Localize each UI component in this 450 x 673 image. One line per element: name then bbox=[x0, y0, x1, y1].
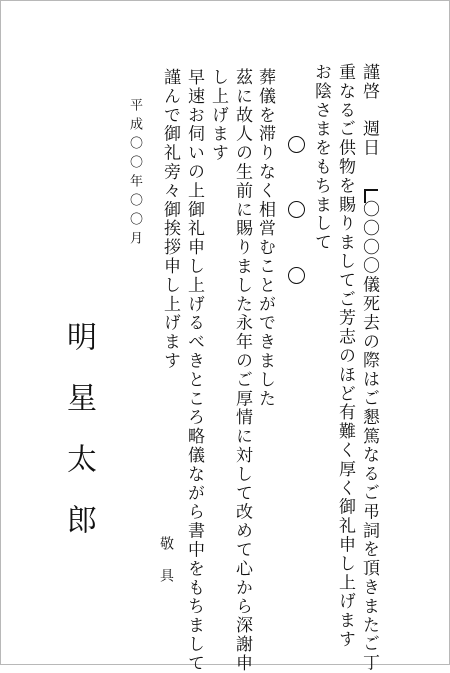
letter-line-1: 謹啓 週日 bbox=[359, 63, 379, 158]
letter-date: 平成〇〇年〇〇月 bbox=[127, 98, 142, 250]
letter-line-7: 早速お伺いの上御礼申し上げるべきところ略儀ながら書中をもちまして bbox=[184, 68, 204, 673]
sender-name: 明星太郎 bbox=[61, 321, 96, 565]
blank-circle-icon bbox=[288, 136, 305, 153]
letter-line-5: 茲に故人の生前に賜りました永年のご厚情に対して改めて心から深謝申 bbox=[232, 68, 252, 673]
letter-line-8: 謹んで御礼旁々御挨拶申し上げます bbox=[160, 68, 180, 371]
blank-circle-icon bbox=[288, 267, 305, 284]
letter-line-2: 重なるご供物を賜りましてご芳志のほど有難く厚く御礼申し上げます bbox=[335, 63, 355, 649]
letter-line-3: お陰さまをもちまして bbox=[311, 63, 331, 252]
letter-line-1-continued: 〇〇〇〇儀死去の際はご懇篤なるご弔詞を頂きまたご丁 bbox=[359, 200, 379, 673]
letter-line-4: 葬儀を滞りなく相営むことができました bbox=[255, 68, 275, 409]
letter-line-6: し上げます bbox=[208, 68, 228, 163]
blank-circle-icon bbox=[288, 201, 305, 218]
closing-salutation: 敬具 bbox=[158, 536, 174, 600]
